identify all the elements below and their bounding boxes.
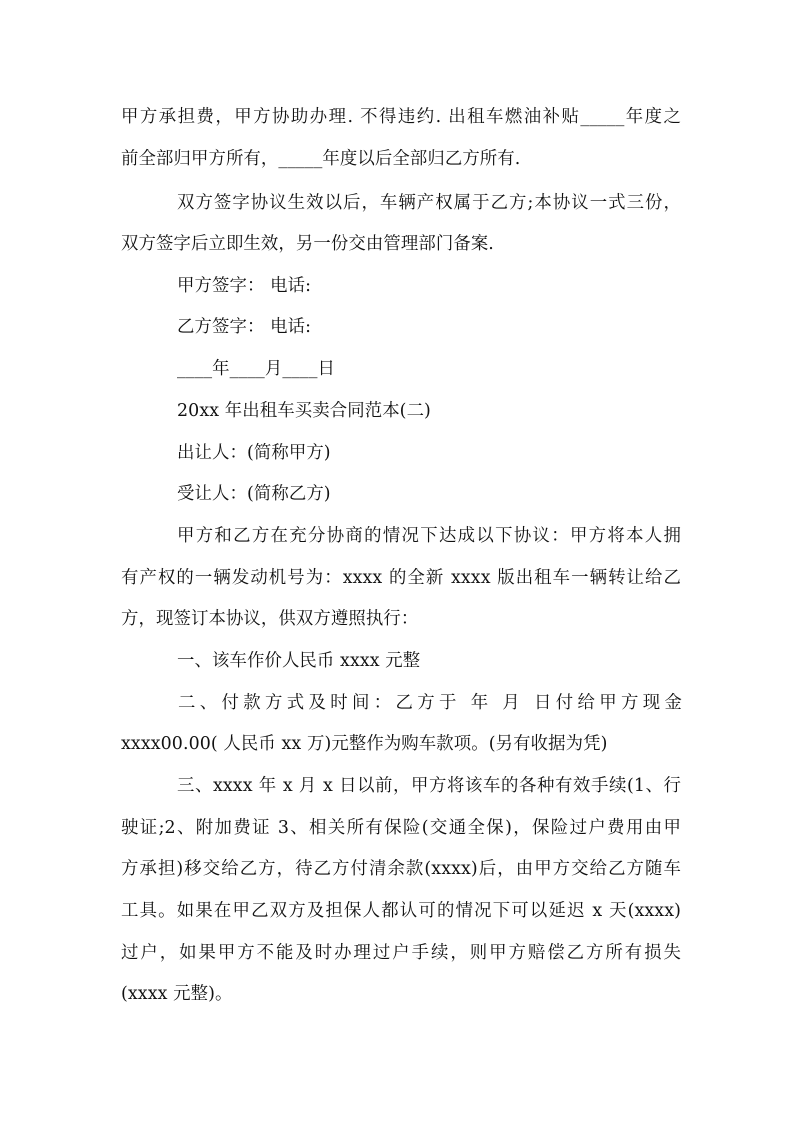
signature-party-a: 甲方签字： 电话: [177, 276, 312, 296]
paragraph-3-line-2: 有产权的一辆发动机号为：xxxx 的全新 xxxx 版出租车一辆转让给乙 [121, 568, 681, 588]
clause-2-line-1: 二、付款方式及时间：乙方于 年 月 日付给甲方现金 [178, 693, 682, 713]
clause-3-line-6: (xxxx 元整)。 [121, 984, 233, 1004]
clause-3-line-3: 方承担)移交给乙方，待乙方付清余款(xxxx)后，由甲方交给乙方随车 [121, 859, 681, 879]
paragraph-2-line-1: 双方签字协议生效以后，车辆产权属于乙方;本协议一式三份， [177, 193, 681, 213]
clause-3-line-4: 工具。如果在甲乙双方及担保人都认可的情况下可以延迟 x 天(xxxx) [121, 901, 681, 921]
paragraph-3-line-1: 甲方和乙方在充分协商的情况下达成以下协议：甲方将本人拥 [177, 526, 681, 546]
paragraph-2-line-2: 双方签字后立即生效，另一份交由管理部门备案. [121, 234, 494, 254]
clause-3-line-2: 驶证;2、附加费证 3、相关所有保险(交通全保)，保险过户费用由甲 [121, 818, 681, 838]
transferee-line: 受让人：(简称乙方) [177, 484, 331, 504]
paragraph-3-line-3: 方，现签订本协议，供双方遵照执行： [121, 609, 419, 629]
contract-title: 20xx 年出租车买卖合同范本(二) [177, 401, 431, 421]
paragraph-1-line-2: 前全部归甲方所有，_____年度以后全部归乙方所有. [121, 149, 521, 169]
clause-2-line-2: xxxx00.00( 人民币 xx 万)元整作为购车款项。(另有收据为凭) [121, 734, 608, 754]
clause-1: 一、该车作价人民币 xxxx 元整 [177, 651, 421, 671]
clause-3-line-1: 三、xxxx 年 x 月 x 日以前，甲方将该车的各种有效手续(1、行 [177, 776, 681, 796]
signature-party-b: 乙方签字： 电话: [177, 317, 312, 337]
clause-3-line-5: 过户，如果甲方不能及时办理过户手续，则甲方赔偿乙方所有损失 [121, 943, 681, 963]
paragraph-1-line-1: 甲方承担费，甲方协助办理. 不得违约. 出租车燃油补贴_____年度之 [121, 107, 681, 127]
transferor-line: 出让人：(简称甲方) [177, 443, 331, 463]
date-line: ____年____月____日 [177, 359, 336, 379]
